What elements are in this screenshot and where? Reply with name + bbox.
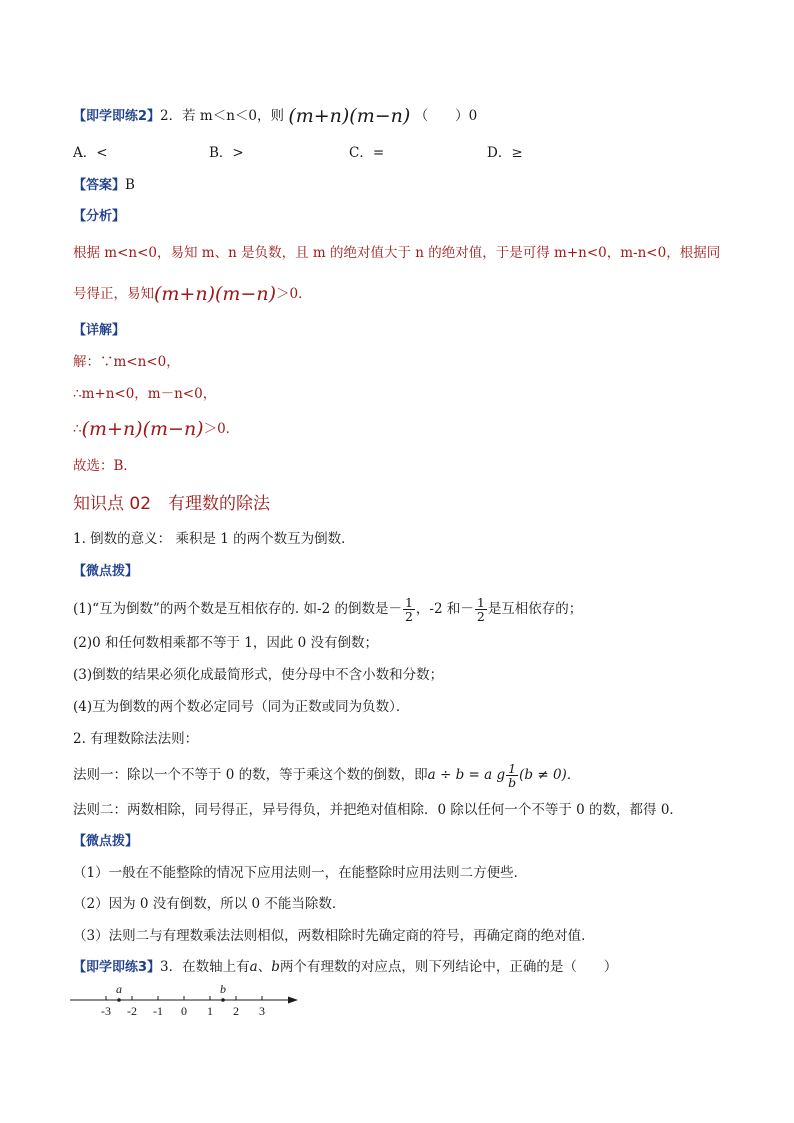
analysis-line-2 xyxy=(73,284,312,304)
exercise-2-options xyxy=(73,143,633,163)
rule-condition: (b ≠ 0) xyxy=(519,767,567,783)
tip-tag: 【微点拨】 xyxy=(73,834,139,849)
option-a: A．< xyxy=(73,145,108,161)
analysis-text: 号得正，易知 xyxy=(73,286,154,302)
analysis-line-1: 根据 m<n<0，易知 m、n 是负数，且 m 的绝对值大于 n 的绝对值，于是可得 m+n<0，m-n<0，根据同 xyxy=(73,245,721,261)
fraction-one-half xyxy=(475,596,487,623)
number-line-tick-label: 0 xyxy=(181,1004,187,1018)
denominator: b xyxy=(508,775,517,790)
answer-line xyxy=(73,175,135,196)
exercise-tag: 【即学即练3】 xyxy=(73,960,161,975)
exercise-3-stem xyxy=(73,957,617,978)
division-rule-title: 2. 有理数除法法则： xyxy=(73,731,199,747)
stem-text: 2．若 m＜n＜0，则 xyxy=(160,108,285,124)
math-expression: (m+n)(m−n) xyxy=(154,283,276,305)
math-expression: (m+n)(m−n) xyxy=(288,105,411,127)
tip-heading-1 xyxy=(73,561,138,582)
tip-heading-2 xyxy=(73,831,138,852)
tip-1-item-2: (2)0 和任何数相乘都不等于 1，因此 0 没有倒数； xyxy=(73,635,379,651)
tip-1-item-4: (4)互为倒数的两个数必定同号（同为正数或同为负数）． xyxy=(73,699,410,715)
tip-text: (1)“互为倒数”的两个数是互相依存的. 如-2 的倒数是－ xyxy=(73,601,402,617)
tip-2-item-3: （3）法则二与有理数乘法法则相似，两数相除时先确定商的符号，再确定商的绝对值． xyxy=(73,928,595,944)
point-a-marker xyxy=(117,998,121,1002)
detail-heading xyxy=(73,320,125,341)
denominator: 2 xyxy=(476,609,485,624)
detail-tag: 【详解】 xyxy=(73,323,126,338)
detail-line-1: 解：∵m<n<0， xyxy=(73,354,180,370)
variable-a: a xyxy=(249,959,258,975)
detail-text: ∴ xyxy=(73,421,82,437)
math-expression: (m+n)(m−n) xyxy=(81,418,204,440)
option-d: D．≥ xyxy=(487,145,523,161)
detail-text: ＞0． xyxy=(203,421,240,437)
answer-tag: 【答案】 xyxy=(73,178,126,193)
point-b-label: b xyxy=(220,982,226,996)
tip-1-item-1 xyxy=(73,594,582,624)
rule-text: 法则一：除以一个不等于 0 的数，等于乘这个数的倒数，即 xyxy=(73,767,428,783)
rule-formula: a ÷ b = a g xyxy=(427,767,506,783)
detail-line-2: ∴m+n<0，m－n<0， xyxy=(73,386,217,402)
exercise-tag: 【即学即练2】 xyxy=(73,109,161,124)
fraction-one-half xyxy=(403,596,415,623)
point-a-label: a xyxy=(116,982,122,996)
stem-text: 3．在数轴上有 xyxy=(160,959,250,975)
number-line xyxy=(68,982,308,1018)
stem-text: 两个有理数的对应点，则下列结论中，正确的是（ ） xyxy=(279,959,618,975)
number-line-tick-label: -2 xyxy=(127,1004,137,1018)
tip-text: 是互相依存的； xyxy=(487,601,583,617)
tip-2-item-1: （1）一般在不能整除的情况下应用法则一，在能整除时应用法则二方便些． xyxy=(73,865,528,881)
rule-text: ． xyxy=(566,767,581,783)
division-rule-1 xyxy=(73,760,580,790)
knowledge-point-title: 知识点 02 有理数的除法 xyxy=(73,494,271,514)
number-line-tick-label: 3 xyxy=(259,1004,265,1018)
number-line-tick-label: 2 xyxy=(233,1004,239,1018)
numerator: 1 xyxy=(404,595,413,610)
stem-text: （ ）0 xyxy=(414,108,478,124)
division-rule-2: 法则二：两数相除，同号得正，异号得负，并把绝对值相除．0 除以任何一个不等于 0 的数，都得 0． xyxy=(73,802,683,818)
detail-line-3 xyxy=(73,419,239,439)
numerator: 1 xyxy=(506,762,518,776)
reciprocal-definition: 1. 倒数的意义： 乘积是 1 的两个数互为倒数． xyxy=(73,531,355,547)
number-line-tick-label: 1 xyxy=(207,1004,213,1018)
denominator: 2 xyxy=(404,609,413,624)
analysis-tag: 【分析】 xyxy=(73,209,126,224)
stem-text: 、 xyxy=(257,959,272,975)
option-c: C．= xyxy=(349,145,385,161)
tip-2-item-2: （2）因为 0 没有倒数，所以 0 不能当除数． xyxy=(73,896,346,912)
fraction-one-over-b xyxy=(506,762,518,789)
number-line-arrow xyxy=(288,997,298,1004)
exercise-2-stem xyxy=(73,106,477,127)
number-line-tick-label: -1 xyxy=(153,1004,163,1018)
numerator: 1 xyxy=(476,595,485,610)
number-line-tick-label: -3 xyxy=(101,1004,111,1018)
detail-line-4: 故选：B． xyxy=(73,458,137,474)
tip-text: ，-2 和－ xyxy=(415,601,474,617)
variable-b: b xyxy=(271,959,280,975)
answer-value: B xyxy=(125,177,135,193)
tip-tag: 【微点拨】 xyxy=(73,564,139,579)
point-b-marker xyxy=(221,998,225,1002)
tip-1-item-3: (3)倒数的结果必须化成最简形式，使分母中不含小数和分数； xyxy=(73,667,444,683)
analysis-heading xyxy=(73,206,125,227)
option-b: B．> xyxy=(209,145,244,161)
analysis-text: ＞0． xyxy=(276,286,312,302)
